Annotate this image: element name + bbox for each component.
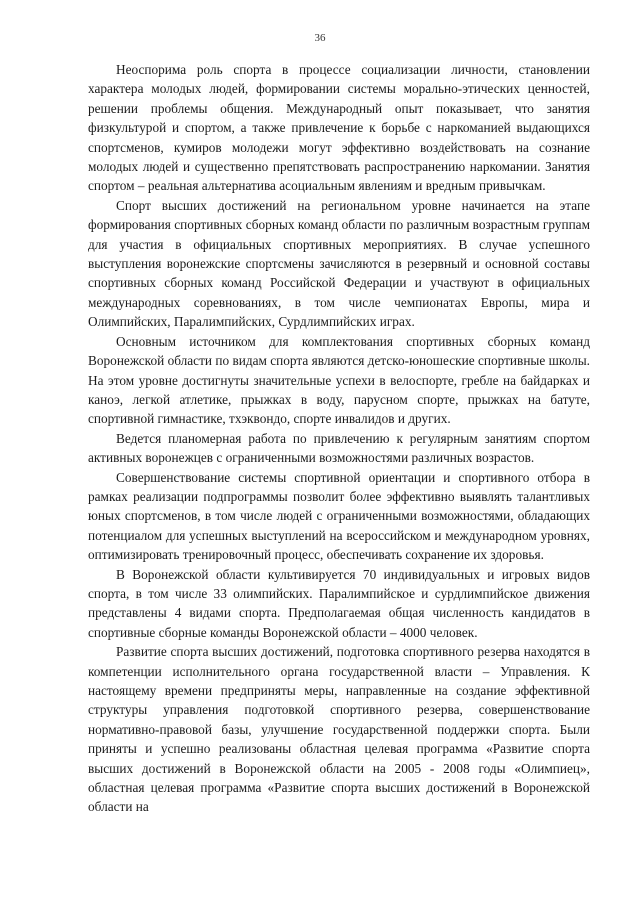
paragraph-youth-sport-schools: Основным источником для комплектования спортивных сборных команд Воронежской области по видам спорта являются детско-юношеские спортивные школы. На этом уровне достигнуты значительные успехи в велоспорте, гребле на байдарках и каноэ, легкой атлетике, прыжках в воду, парусном спорте, прыжках на батуте, спортивной гимнастике, тхэквондо, спорте инвалидов и других. [88,333,590,427]
paragraph-sport-selection: Совершенствование системы спортивной ориентации и спортивного отбора в рамках реализации подпрограммы позволит более эффективно выявлять талантливых юных спортсменов, в том числе людей с ограниченными возможностями, обладающих потенциалом для успешных выступлений на всероссийском и международном уровнях, оптимизировать тренировочный процесс, обеспечивать сохранение их здоровья. [88,469,590,563]
paragraph-disabled-sport: Ведется планомерная работа по привлечению к регулярным занятиям спортом активных воронежцев с ограниченными возможностями различных возрастов. [88,430,590,466]
page-number: 36 [314,32,326,44]
document-body [88,60,590,817]
paragraph-reserve-training: Развитие спорта высших достижений, подготовка спортивного резерва находятся в компетенции исполнительного органа государственной власти – Управления. К настоящему времени предприняты меры, направленные на создание эффективной структуры управления подготовкой спортивного резерва, совершенствование нормативно-правовой базы, улучшение государственной поддержки спорта. Были приняты и успешно реализованы областная целевая программа «Развитие спорта высших достижений в Воронежской области на 2005 - 2008 годы «Олимпиец», областная целевая программа «Развитие спорта высших достижений в Воронежской области на [88,644,590,815]
paragraph-socialization: Неоспорима роль спорта в процессе социализации личности, становлении характера молодых людей, формировании системы морально-этических ценностей, решении проблемы общения. Международный опыт показывает, что занятия физкультурой и спортом, а также привлечение к борьбе с наркоманией выдающихся спортсменов, кумиров молодежи могут эффективно воздействовать на сознание молодых людей и существенно препятствовать распространению наркомании. Занятия спортом – реальная альтернатива асоциальным явлениям и вредным привычкам. [88,62,590,194]
paragraph-high-achievement-sport: Спорт высших достижений на региональном уровне начинается на этапе формирования спортивных сборных команд области по различным возрастным группам для участия в официальных спортивных мероприятиях. В случае успешного выступления воронежские спортсмены зачисляются в резервный и основной составы спортивных сборных команд Российской Федерации и участвуют в официальных международных соревнованиях, в том числе чемпионатах Европы, мира и Олимпийских, Паралимпийских, Сурдлимпийских играх. [88,197,590,330]
paragraph-sport-types: В Воронежской области культивируется 70 индивидуальных и игровых видов спорта, в том числе 33 олимпийских. Паралимпийское и сурдлимпийское движения представлены 4 видами спорта. Предполагаемая общая численность кандидатов в спортивные сборные команды Воронежской области – 4000 человек. [88,566,590,640]
